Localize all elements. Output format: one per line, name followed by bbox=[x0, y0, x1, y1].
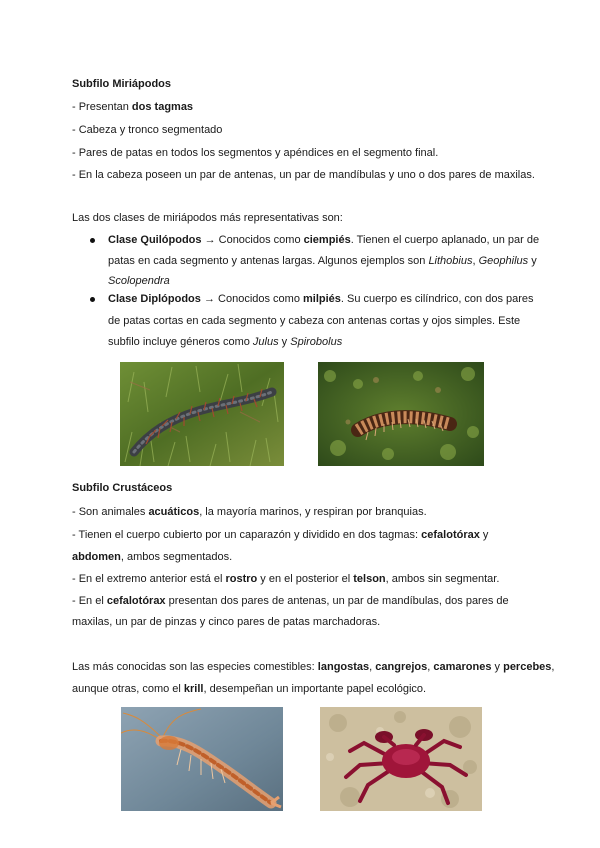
bullet-dot bbox=[90, 297, 95, 302]
bullet-dot bbox=[90, 238, 95, 243]
crustaceos-point-4-cont: maxilas, un par de pinzas y cinco pares de patas marchadoras. bbox=[72, 616, 381, 628]
section-title-miriapodos: Subfilo Miriápodos bbox=[72, 78, 171, 90]
bullet-diplopodos-line-1: Clase Diplópodos → Conocidos como milpiés. Su cuerpo es cilíndrico, con dos pares bbox=[108, 293, 534, 305]
crustaceos-point-4: - En el cefalotórax presentan dos pares de antenas, un par de mandíbulas, dos pares de bbox=[72, 595, 509, 607]
miriapodos-point-4: - En la cabeza poseen un par de antenas, un par de mandíbulas y uno o dos pares de maxilas. bbox=[72, 169, 535, 181]
shrimp-photo bbox=[121, 707, 283, 811]
bullet-quilopodos-line-3: Scolopendra bbox=[108, 275, 170, 287]
miriapodos-point-3: - Pares de patas en todos los segmentos y apéndices en el segmento final. bbox=[72, 147, 439, 159]
bullet-quilopodos-line-1: Clase Quilópodos → Conocidos como ciempiés. Tienen el cuerpo aplanado, un par de bbox=[108, 234, 540, 246]
crab-photo bbox=[320, 707, 482, 811]
bullet-quilopodos-line-2: patas en cada segmento y antenas largas. Algunos ejemplos son Lithobius, Geophilus y bbox=[108, 255, 537, 267]
section-title-crustaceos: Subfilo Crustáceos bbox=[72, 482, 173, 494]
crustaceos-point-2-cont: abdomen, ambos segmentados. bbox=[72, 551, 233, 563]
crustaceos-point-2: - Tienen el cuerpo cubierto por un caparazón y dividido en dos tagmas: cefalotórax y bbox=[72, 529, 489, 541]
miriapodos-intro: Las dos clases de miriápodos más representativas son: bbox=[72, 212, 343, 224]
miriapodos-point-2: - Cabeza y tronco segmentado bbox=[72, 124, 223, 136]
crustaceos-point-1: - Son animales acuáticos, la mayoría marinos, y respiran por branquias. bbox=[72, 506, 427, 518]
centipede-photo bbox=[120, 362, 284, 466]
miriapodos-point-1: - Presentan dos tagmas bbox=[72, 101, 194, 113]
crustaceos-paragraph-line-2: aunque otras, como el krill, desempeñan un importante papel ecológico. bbox=[72, 683, 427, 695]
bullet-diplopodos-line-3: subfilo incluye géneros como Julus y Spirobolus bbox=[108, 336, 343, 348]
millipede-photo bbox=[318, 362, 484, 466]
crustaceos-point-3: - En el extremo anterior está el rostro y en el posterior el telson, ambos sin segmentar. bbox=[72, 573, 500, 585]
crustaceos-paragraph-line-1: Las más conocidas son las especies comestibles: langostas, cangrejos, camarones y percebes, bbox=[72, 661, 555, 673]
bullet-diplopodos-line-2: de patas cortas en cada segmento y cabeza con antenas cortas y ojos simples. Este bbox=[108, 315, 521, 327]
